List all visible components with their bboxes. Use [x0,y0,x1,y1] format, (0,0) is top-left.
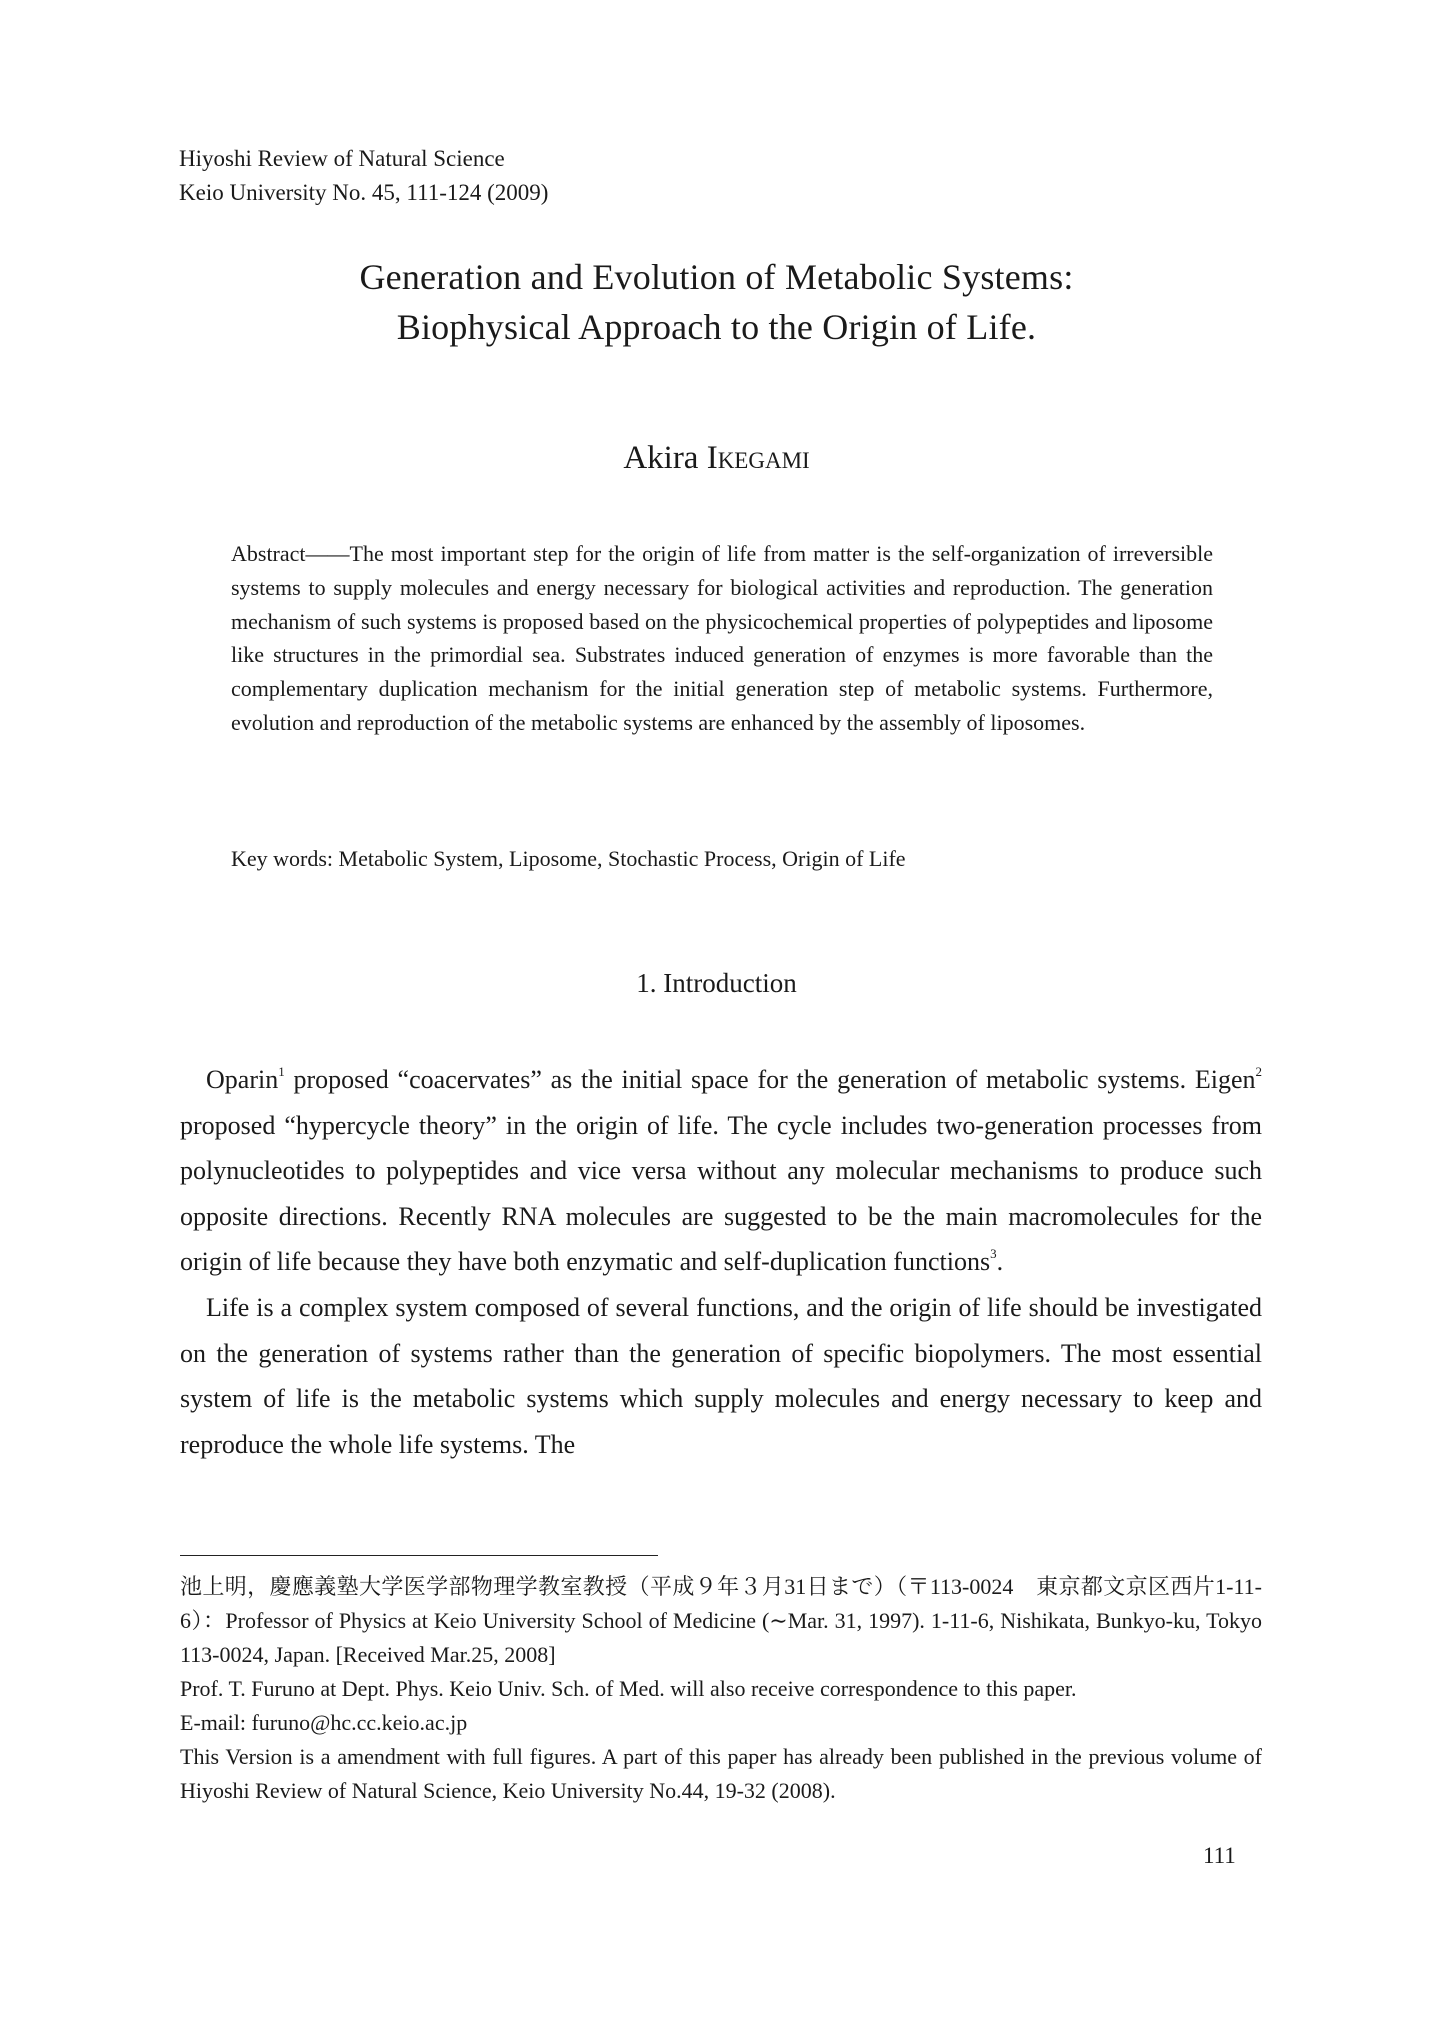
paper-title-line-1: Generation and Evolution of Metabolic Systems: [359,257,1074,297]
paper-title-line-2: Biophysical Approach to the Origin of Life. [396,307,1037,347]
reference-marker[interactable]: 1 [278,1064,285,1079]
paragraph-text: proposed “coacervates” as the initial space for the generation of metabolic systems. Eigen [284,1065,1256,1094]
abstract: Abstract——The most important step for the origin of life from matter is the self-organization of irreversible systems to supply molecules and energy necessary for biological activities and reproduction. The generation mechanism of such systems is proposed based on the physicochemical properties of polypeptides and liposome like structures in the primordial sea. Substrates induced generation of enzymes is more favorable than the complementary duplication mechanism for the initial generation step of metabolic systems. Furthermore, evolution and reproduction of the metabolic systems are enhanced by the assembly of liposomes. [231,541,1213,735]
page-number: 111 [1203,1843,1236,1868]
author-given-name: Akira [623,440,699,476]
footnotes [180,1570,1262,1808]
author-name [0,440,1433,477]
paragraph-text: proposed “hypercycle theory” in the origin of life. The cycle includes two-generation processes from polynucleotides to polypeptides and vice versa without any molecular mechanisms to produce such opposite directions. Recently RNA molecules are suggested to be the main macromolecules for the origin of life because they have both enzymatic and self-duplication functions [180,1110,1262,1277]
paragraph [180,1057,1262,1285]
footnote-version-note: This Version is a amendment with full figures. A part of this paper has already been published in the previous volume of Hiyoshi Review of Natural Science, Keio University No.44, 19-32 (2008). [180,1744,1262,1803]
paragraph: Life is a complex system composed of several functions, and the origin of life should be investigated on the generation of systems rather than the generation of specific biopolymers. The most essential system of life is the metabolic systems which supply molecules and energy necessary to keep and reproduce the whole life systems. The [180,1292,1262,1459]
footnote-correspondence: Prof. T. Furuno at Dept. Phys. Keio Univ. Sch. of Med. will also receive correspondence to this paper. [180,1676,1077,1701]
paper-title [0,252,1433,352]
footnote-divider [180,1555,658,1556]
section-heading-introduction: 1. Introduction [636,968,797,998]
journal-volume: Keio University No. 45, 111-124 (2009) [179,180,549,205]
journal-name: Hiyoshi Review of Natural Science [179,146,505,171]
footnote-email[interactable]: E-mail: furuno@hc.cc.keio.ac.jp [180,1710,468,1735]
paragraph-text: Oparin [206,1065,279,1094]
journal-citation [179,142,548,210]
introduction-body [180,1057,1262,1467]
reference-marker[interactable]: 3 [990,1246,997,1262]
reference-marker[interactable]: 2 [1255,1064,1262,1079]
paragraph-text: . [996,1247,1004,1277]
author-family-name: Ikegami [706,440,810,476]
keywords: Key words: Metabolic System, Liposome, Stochastic Process, Origin of Life [231,846,906,871]
footnote-affiliation: 池上明，慶應義塾大学医学部物理学教室教授（平成９年３月31日まで）（〒113-0024 東京都文京区西片1-11-6）：Professor of Physics at Keio University School of Medicine (∼Mar. 31, 1997). 1-11-6, Nishikata, Bunkyo-ku, Tokyo 113-0024, Japan. [Received Mar.25, 2008] [180,1574,1262,1667]
